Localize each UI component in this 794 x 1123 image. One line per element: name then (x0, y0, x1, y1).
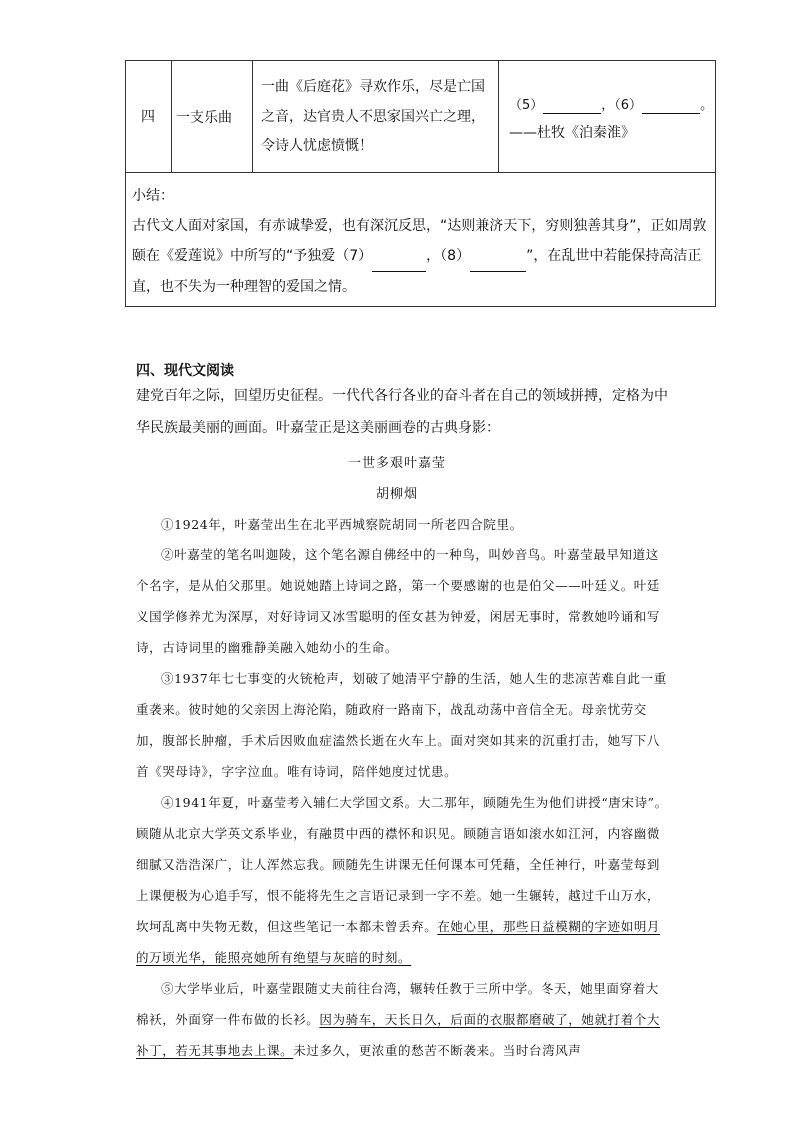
answer-blank-8 (470, 241, 526, 272)
summary-text-c: ”，在乱世中若能保持高洁正直，也不失为一种理智的爱国之情。 (132, 248, 702, 295)
paragraph-2: ②叶嘉莹的笔名叫迦陵，这个笔名源自佛经中的一种鸟，叫妙音鸟。叶嘉莹最早知道这个名字，是从伯父那里。她说她踏上诗词之路，第一个要感谢的也是伯父——叶廷义。叶廷义国学修养尤为深厚，对好诗词又冰雪聪明的侄女甚为钟爱，闲居无事时，常教她吟诵和写诗，古诗词里的幽雅静美融入她幼小的生命。 (136, 547, 661, 655)
summary-text-a: 古代文人面对家国，有赤诚挚爱，也有深沉反思，“达则兼济天下，穷则独善其身”，正如周敦颐在《爱莲说》中所写的“予独爱（7） (132, 218, 707, 264)
description-text: 一曲《后庭花》寻欢作乐，尽是亡国之音，达官贵人不思家国兴亡之理，令诗人忧虑愤慨！ (261, 79, 485, 154)
poem-cell (499, 61, 715, 172)
section-intro: 建党百年之际，回望历史征程。一代代各行各业的奋斗者在自己的领域拼搏，定格为中华民族最美丽的画面。叶嘉莹正是这美丽画卷的古典身影： (136, 388, 668, 436)
section-title: 四、现代文阅读 (136, 363, 234, 379)
row-number: 四 (141, 109, 155, 125)
paragraph-5-underlined: 因为骑车，天长日久，后面的衣服都磨破了，她就打着个大补丁，若无其事地去上课。 (136, 1012, 661, 1058)
paragraph-5 (136, 973, 669, 1066)
summary-block (132, 181, 712, 302)
topic-text: 一支乐曲 (176, 110, 232, 126)
row-number-cell (126, 61, 172, 172)
topic-cell (172, 61, 253, 172)
summary-text-b: ，（8） (426, 248, 471, 264)
paragraph-5-text: ⑤大学毕业后，叶嘉莹跟随丈夫前往台湾，辗转任教于三所中学。冬天，她里面穿着大棉袄，外面穿一件布做的长衫。 (136, 981, 659, 1027)
summary-label: 小结： (132, 188, 174, 204)
paragraph-1: ①1924年，叶嘉莹出生在北平西城察院胡同一所老四合院里。 (161, 517, 523, 532)
summary-text (132, 211, 712, 302)
paragraph-4-text: ④1941年夏，叶嘉莹考入辅仁大学国文系。大二那年，顾随先生为他们讲授“唐宋诗”。顾随从北京大学英文系毕业，有融贯中西的襟怀和识见。顾随言语如滚水如江河，内容幽微细腻又浩浩深广，让人浑然忘我。顾随先生讲课无任何课本可凭藉，全任神行，叶嘉莹每到上课便极为心追手写，恨不能将先生之言语记录到一字不差。她一生辗转，越过千山万水，坎坷乱离中失物无数，但这些笔记一本都未曾丢弃。 (136, 795, 668, 934)
answer-blank-6 (642, 98, 700, 114)
line-end: 。 (700, 98, 714, 113)
article-title: 一世多艰叶嘉莹 (347, 456, 446, 471)
paragraph-5-tail: 未过多久，更浓重的愁苦不断袭来。当时台湾风声 (293, 1043, 582, 1058)
answer-blank-5 (543, 98, 601, 114)
poem-blanks-line (509, 94, 713, 114)
blank-5-label: （5） (509, 98, 544, 113)
paragraph-4-underlined: 在她心里，那些日益模糊的字迹如明月的万顷光华，能照亮她所有绝望与灰暗的时刻。 (136, 919, 661, 965)
poem-source: ——杜牧《泊秦淮》 (509, 125, 635, 141)
blank-6-label: ，（6） (601, 98, 643, 113)
paragraph-4 (136, 787, 669, 973)
article-author: 胡柳烟 (375, 487, 418, 502)
table-row (126, 61, 715, 173)
paragraph-3: ③1937年七七事变的火铳枪声，划破了她清平宁静的生活，她人生的悲凉苦难自此一重重袭来。彼时她的父亲因上海沦陷，随政府一路南下，战乱动荡中音信全无。母亲忧劳交加，腹部长肿瘤，手术后因败血症溘然长逝在火车上。面对突如其来的沉重打击，她写下八首《哭母诗》，字字泣血。唯有诗词，陪伴她度过忧患。 (136, 671, 667, 779)
answer-blank-7 (372, 241, 426, 272)
poetry-table (125, 60, 716, 307)
description-cell (253, 61, 499, 172)
